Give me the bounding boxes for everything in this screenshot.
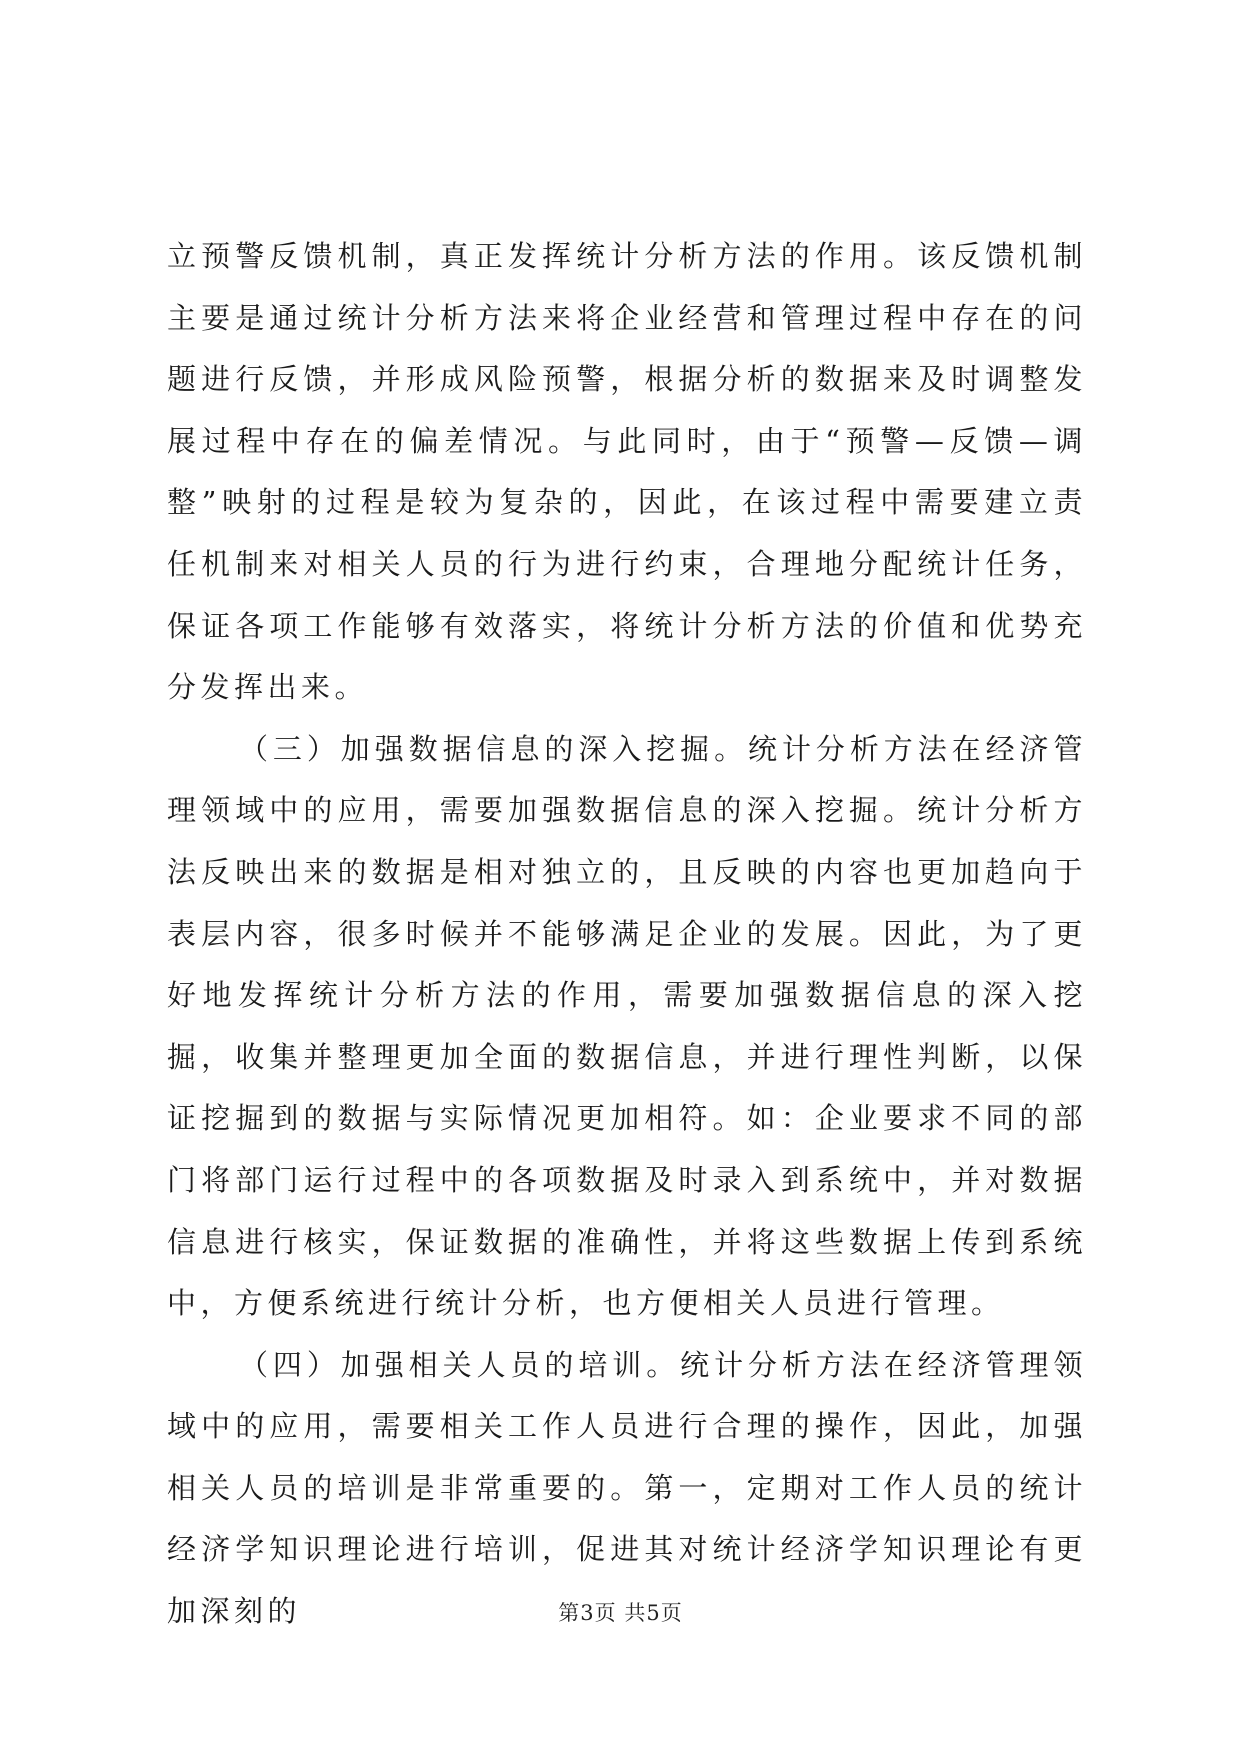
paragraph-staff-training: （四）加强相关人员的培训。统计分析方法在经济管理领域中的应用，需要相关工作人员进行合理的操作，因此，加强相关人员的培训是非常重要的。第一，定期对工作人员的统计经济学知识理论进行培训，促进其对统计经济学知识理论有更加深刻的 bbox=[167, 1347, 1087, 1629]
paragraph-feedback-mechanism: 立预警反馈机制，真正发挥统计分析方法的作用。该反馈机制主要是通过统计分析方法来将企业经营和管理过程中存在的问题进行反馈，并形成风险预警，根据分析的数据来及时调整发展过程中存在的偏差情况。与此同时，由于“预警—反馈—调整”映射的过程是较为复杂的，因此，在该过程中需要建立责任机制来对相关人员的行为进行约束，合理地分配统计任务，保证各项工作能够有效落实，将统计分析方法的价值和优势充分发挥出来。 bbox=[167, 239, 1087, 705]
page-footer: 第3页 共5页 bbox=[558, 1601, 683, 1625]
paragraph-data-mining: （三）加强数据信息的深入挖掘。统计分析方法在经济管理领域中的应用，需要加强数据信息的深入挖掘。统计分析方法反映出来的数据是相对独立的，且反映的内容也更加趋向于表层内容，很多时候并不能够满足企业的发展。因此，为了更好地发挥统计分析方法的作用，需要加强数据信息的深入挖掘，收集并整理更加全面的数据信息，并进行理性判断，以保证挖掘到的数据与实际情况更加相符。如：企业要求不同的部门将部门运行过程中的各项数据及时录入到系统中，并对数据信息进行核实，保证数据的准确性，并将这些数据上传到系统中，方便系统进行统计分析，也方便相关人员进行管理。 bbox=[167, 731, 1087, 1321]
document-body bbox=[167, 226, 1087, 1643]
